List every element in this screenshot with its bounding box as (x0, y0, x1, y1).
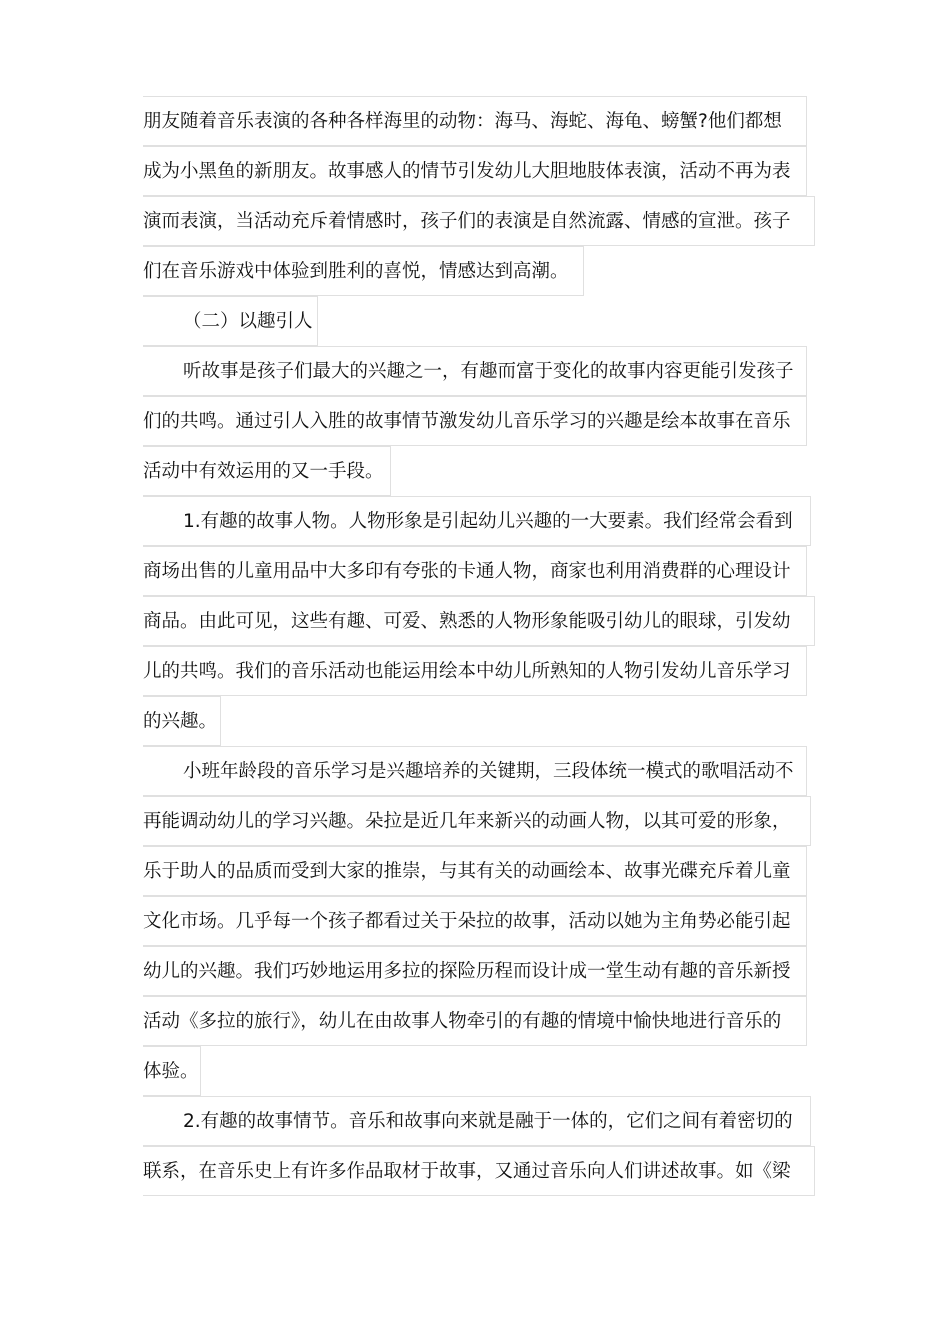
text-line: 文化市场。几乎每一个孩子都看过关于朵拉的故事，活动以她为主角势必能引起 (143, 896, 807, 946)
text-line: 再能调动幼儿的学习兴趣。朵拉是近几年来新兴的动画人物，以其可爱的形象， (143, 796, 811, 846)
text-line: 活动《多拉的旅行》，幼儿在由故事人物牵引的有趣的情境中愉快地进行音乐的 (143, 996, 807, 1046)
text-line: 1.有趣的故事人物。人物形象是引起幼儿兴趣的一大要素。我们经常会看到 (143, 496, 811, 546)
text-line: 活动中有效运用的又一手段。 (143, 446, 391, 496)
text-line: 体验。 (143, 1046, 201, 1096)
text-line: 们的共鸣。通过引人入胜的故事情节激发幼儿音乐学习的兴趣是绘本故事在音乐 (143, 396, 807, 446)
text-line: 听故事是孩子们最大的兴趣之一，有趣而富于变化的故事内容更能引发孩子 (143, 346, 807, 396)
text-line: 小班年龄段的音乐学习是兴趣培养的关键期，三段体统一模式的歌唱活动不 (143, 746, 807, 796)
text-line: 儿的共鸣。我们的音乐活动也能运用绘本中幼儿所熟知的人物引发幼儿音乐学习 (143, 646, 807, 696)
text-line: 演而表演，当活动充斥着情感时，孩子们的表演是自然流露、情感的宣泄。孩子 (143, 196, 815, 246)
text-line: 乐于助人的品质而受到大家的推崇，与其有关的动画绘本、故事光碟充斥着儿童 (143, 846, 807, 896)
section-heading: （二）以趣引人 (143, 296, 318, 346)
text-line: 朋友随着音乐表演的各种各样海里的动物：海马、海蛇、海龟、螃蟹?他们都想 (143, 96, 807, 146)
text-line: 们在音乐游戏中体验到胜利的喜悦，情感达到高潮。 (143, 246, 584, 296)
text-line: 2.有趣的故事情节。音乐和故事向来就是融于一体的，它们之间有着密切的 (143, 1096, 811, 1146)
text-line: 的兴趣。 (143, 696, 221, 746)
text-line: 成为小黑鱼的新朋友。故事感人的情节引发幼儿大胆地肢体表演，活动不再为表 (143, 146, 807, 196)
text-line: 联系，在音乐史上有许多作品取材于故事，又通过音乐向人们讲述故事。如《梁 (143, 1146, 815, 1196)
text-line: 幼儿的兴趣。我们巧妙地运用多拉的探险历程而设计成一堂生动有趣的音乐新授 (143, 946, 807, 996)
text-line: 商品。由此可见，这些有趣、可爱、熟悉的人物形象能吸引幼儿的眼球，引发幼 (143, 596, 815, 646)
text-line: 商场出售的儿童用品中大多印有夸张的卡通人物，商家也利用消费群的心理设计 (143, 546, 807, 596)
